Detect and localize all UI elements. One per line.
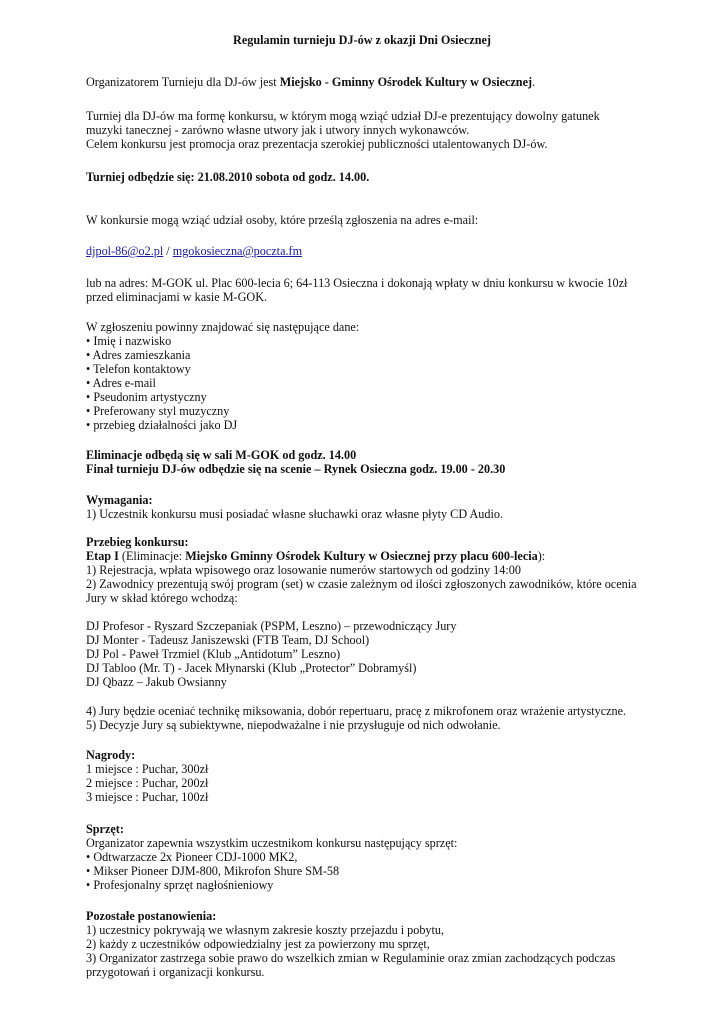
organizer-paragraph xyxy=(86,75,686,89)
other-heading: Pozostałe postanowienia: xyxy=(86,909,217,923)
intro-line: Turniej dla DJ-ów ma formę konkursu, w którym mogą wziąć udział DJ-e prezentujący dowolny gatunek xyxy=(86,109,600,123)
jury-list xyxy=(86,619,686,689)
equipment-heading: Sprzęt: xyxy=(86,822,124,836)
intro-line: muzyki tanecznej - zarówno własne utwory jak i utwory innych wykonawców. xyxy=(86,123,470,137)
course-heading: Przebieg konkursu: xyxy=(86,535,189,549)
list-item: 1) Uczestnik konkursu musi posiadać własne słuchawki oraz własne płyty CD Audio. xyxy=(86,507,504,521)
prize-item: 1 miejsce : Puchar, 300zł xyxy=(86,762,209,776)
email-intro: W konkursie mogą wziąć udział osoby, które prześlą zgłoszenia na adres e-mail: xyxy=(86,213,479,227)
email-link-mgok[interactable]: mgokosieczna@poczta.fm xyxy=(172,244,303,258)
organizer-name: Miejsko - Gminny Ośrodek Kultury w Osiecznej xyxy=(279,75,533,89)
email-separator: / xyxy=(163,244,173,258)
list-item: • przebieg działalności jako DJ xyxy=(86,418,238,432)
rule-line: 5) Decyzje Jury są subiektywne, niepodważalne i nie przysługuje od nich odwołanie. xyxy=(86,718,501,732)
rules-section xyxy=(86,704,686,732)
email-link-djpol[interactable]: djpol-86@o2.pl xyxy=(86,244,164,258)
list-item: przygotowań i organizacji konkursu. xyxy=(86,965,265,979)
stage-label: Etap I xyxy=(86,549,119,563)
stage-close: ): xyxy=(537,549,546,563)
stage-open: (Eliminacje: xyxy=(118,549,186,563)
list-item: • Telefon kontaktowy xyxy=(86,362,191,376)
stage-venue: Miejsko Gminny Ośrodek Kultury w Osiecznej przy placu 600-lecia xyxy=(185,549,538,563)
list-item: Jury w skład którego wchodzą: xyxy=(86,591,238,605)
schedule-section xyxy=(86,448,686,476)
rule-line: 4) Jury będzie oceniać technikę miksowania, dobór repertuaru, pracę z mikrofonem oraz wrażenie artystyczne. xyxy=(86,704,627,718)
intro-line: Celem konkursu jest promocja oraz prezentacja szerokiej publiczności utalentowanych DJ-ów. xyxy=(86,137,548,151)
requirements-heading: Wymagania: xyxy=(86,493,153,507)
list-item: • Preferowany styl muzyczny xyxy=(86,404,230,418)
jury-member: DJ Monter - Tadeusz Janiszewski (FTB Team, DJ School) xyxy=(86,633,370,647)
list-item: • Profesjonalny sprzęt nagłośnieniowy xyxy=(86,878,274,892)
schedule-line: Eliminacje odbędą się w sali M-GOK od godz. 14.00 xyxy=(86,448,357,462)
prize-item: 3 miejsce : Puchar, 100zł xyxy=(86,790,209,804)
list-item: • Adres zamieszkania xyxy=(86,348,191,362)
address-line: lub na adres: M-GOK ul. Plac 600-lecia 6; 64-113 Osieczna i dokonają wpłaty w dniu konkursu w kwocie 10zł xyxy=(86,276,628,290)
course-section xyxy=(86,535,686,605)
jury-member: DJ Profesor - Ryszard Szczepaniak (PSPM, Leszno) – przewodniczący Jury xyxy=(86,619,457,633)
application-heading: W zgłoszeniu powinny znajdować się następujące dane: xyxy=(86,320,360,334)
list-item: 2) Zawodnicy prezentują swój program (set) w czasie zależnym od ilości zgłoszonych zawodników, które ocenia xyxy=(86,577,637,591)
jury-member: DJ Pol - Paweł Trzmiel (Klub „Antidotum” Leszno) xyxy=(86,647,341,661)
organizer-prefix: Organizatorem Turnieju dla DJ-ów jest xyxy=(86,75,280,89)
list-item: 2) każdy z uczestników odpowiedzialny jest za powierzony mu sprzęt, xyxy=(86,937,430,951)
application-section xyxy=(86,320,686,432)
prize-item: 2 miejsce : Puchar, 200zł xyxy=(86,776,209,790)
prizes-heading: Nagrody: xyxy=(86,748,136,762)
list-item: • Adres e-mail xyxy=(86,376,156,390)
list-item: 1) uczestnicy pokrywają we własnym zakresie koszty przejazdu i pobytu, xyxy=(86,923,445,937)
other-section xyxy=(86,909,686,979)
jury-member: DJ Qbazz – Jakub Owsianny xyxy=(86,675,227,689)
stage-line xyxy=(86,549,686,563)
prizes-section xyxy=(86,748,686,804)
list-item: 1) Rejestracja, wpłata wpisowego oraz losowanie numerów startowych od godziny 14:00 xyxy=(86,563,521,577)
list-item: 3) Organizator zastrzega sobie prawo do wszelkich zmian w Regulaminie oraz zmian zachodzących podczas xyxy=(86,951,616,965)
address-paragraph xyxy=(86,276,686,304)
list-item: • Mikser Pioneer DJM-800, Mikrofon Shure SM-58 xyxy=(86,864,340,878)
list-item: • Imię i nazwisko xyxy=(86,334,172,348)
list-item: • Odtwarzacze 2x Pioneer CDJ-1000 MK2, xyxy=(86,850,298,864)
address-line: przed eliminacjami w kasie M-GOK. xyxy=(86,290,268,304)
date-line: Turniej odbędzie się: 21.08.2010 sobota od godz. 14.00. xyxy=(86,170,370,184)
email-links xyxy=(86,244,686,258)
equipment-section xyxy=(86,822,686,892)
list-item: Organizator zapewnia wszystkim uczestnikom konkursu następujący sprzęt: xyxy=(86,836,458,850)
list-item: • Pseudonim artystyczny xyxy=(86,390,207,404)
intro-paragraph xyxy=(86,109,686,151)
requirements-section xyxy=(86,493,686,521)
organizer-suffix: . xyxy=(532,75,536,89)
jury-member: DJ Tabloo (Mr. T) - Jacek Młynarski (Klub „Protector” Dobramyśl) xyxy=(86,661,417,675)
document-title: Regulamin turnieju DJ-ów z okazji Dni Osiecznej xyxy=(233,33,491,47)
schedule-line: Finał turnieju DJ-ów odbędzie się na scenie – Rynek Osieczna godz. 19.00 - 20.30 xyxy=(86,462,506,476)
